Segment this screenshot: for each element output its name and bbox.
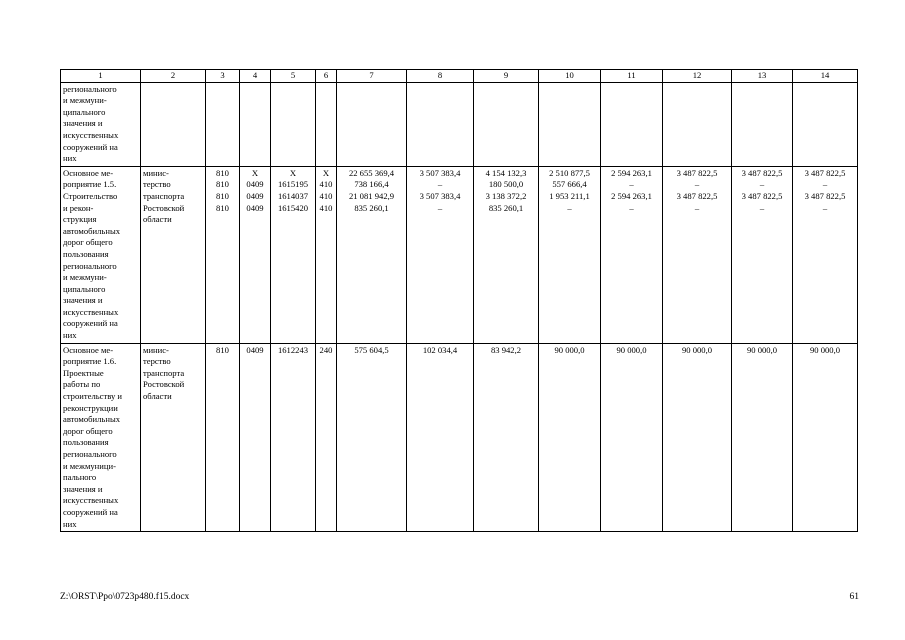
table-cell: [206, 82, 240, 166]
table-cell: [474, 343, 539, 532]
cell-line: –: [629, 179, 634, 190]
cell-line: искусственных: [63, 306, 119, 317]
cell-line: 240: [319, 344, 333, 355]
cell-line: 3 487 822,5: [741, 167, 783, 178]
cell-line: 0409: [246, 202, 264, 213]
cell-line: –: [822, 179, 828, 190]
cell-line: сооружений на: [63, 318, 118, 329]
cell-line: роприятие 1.5.: [63, 179, 117, 190]
table-cell: [271, 82, 316, 166]
column-header: 11: [601, 70, 663, 83]
cell-line: –: [629, 202, 634, 213]
cell-line: 90 000,0: [681, 344, 713, 355]
column-header: 13: [732, 70, 793, 83]
cell-line: пального: [63, 472, 97, 483]
cell-line: Строительство: [63, 190, 118, 201]
table-cell: [240, 166, 271, 343]
cell-line: терство: [143, 179, 171, 190]
cell-line: 3 138 372,2: [485, 190, 527, 201]
cell-line: 1614037: [277, 190, 309, 201]
column-header: 14: [793, 70, 858, 83]
cell-line: регионального: [63, 83, 117, 94]
cell-line: 410: [319, 202, 333, 213]
column-header: 1: [61, 70, 141, 83]
table-cell: [601, 343, 663, 532]
table-cell: [407, 343, 474, 532]
cell-line: 3 487 822,5: [676, 190, 718, 201]
cell-line: автомобильных: [63, 414, 121, 425]
cell-line: –: [822, 202, 828, 213]
cell-line: Х: [251, 167, 259, 178]
column-header: 9: [474, 70, 539, 83]
table-cell: [141, 82, 206, 166]
table-cell: [141, 343, 206, 532]
cell-line: 3 507 383,4: [419, 167, 461, 178]
table-cell: [732, 166, 793, 343]
table-cell: [793, 343, 858, 532]
cell-line: –: [759, 202, 765, 213]
cell-line: 3 487 822,5: [741, 190, 783, 201]
cell-line: значения и: [63, 295, 103, 306]
table-cell: [61, 343, 141, 532]
cell-line: 810: [216, 344, 229, 355]
table-cell: [316, 82, 337, 166]
table-cell: [61, 82, 141, 166]
cell-line: 738 166,4: [354, 179, 389, 190]
table-cell: [663, 343, 732, 532]
table-cell: [732, 82, 793, 166]
cell-line: 0409: [246, 179, 264, 190]
cell-line: 810: [216, 202, 229, 213]
cell-line: строительству и: [63, 391, 123, 402]
cell-line: роприятие 1.6.: [63, 356, 117, 367]
cell-line: них: [63, 330, 77, 341]
cell-line: 1612243: [277, 344, 309, 355]
column-header: 7: [337, 70, 407, 83]
table-cell: [539, 343, 601, 532]
table-cell: [793, 82, 858, 166]
cell-line: 557 666,4: [552, 179, 587, 190]
cell-line: 0409: [246, 190, 264, 201]
column-header: 6: [316, 70, 337, 83]
cell-line: дорог общего: [63, 425, 113, 436]
cell-line: регионального: [63, 449, 117, 459]
table-cell: [271, 166, 316, 343]
cell-line: 2 510 877,5: [549, 167, 590, 178]
cell-line: Основное ме-: [63, 344, 114, 355]
table-cell: [240, 343, 271, 532]
cell-line: 1615420: [277, 202, 309, 213]
cell-line: работы по: [63, 379, 101, 390]
cell-line: транспорта: [143, 190, 185, 201]
cell-line: 2 594 263,1: [611, 190, 652, 201]
cell-line: ципального: [63, 283, 106, 294]
column-header: 4: [240, 70, 271, 83]
table-cell: [474, 166, 539, 343]
table-cell: [539, 166, 601, 343]
cell-line: пользования: [63, 437, 109, 448]
table-row: [61, 82, 858, 166]
table-cell: [663, 82, 732, 166]
table-cell: [539, 82, 601, 166]
table-cell: [240, 82, 271, 166]
cell-line: Проектные: [63, 367, 104, 378]
column-header: 8: [407, 70, 474, 83]
table-cell: [337, 82, 407, 166]
cell-line: 83 942,2: [490, 344, 522, 355]
cell-line: 90 000,0: [616, 344, 647, 355]
cell-line: 3 487 822,5: [804, 190, 846, 201]
cell-line: 835 260,1: [354, 202, 389, 213]
cell-line: и межмуници-: [63, 460, 116, 471]
cell-line: и межмуни-: [63, 95, 107, 106]
cell-line: сооружений на: [63, 506, 118, 517]
cell-line: 90 000,0: [746, 344, 778, 355]
cell-line: них: [63, 153, 77, 164]
cell-line: дорог общего: [63, 237, 113, 248]
cell-line: Х: [322, 167, 330, 178]
cell-line: Ростовской: [143, 202, 185, 213]
cell-line: 102 034,4: [422, 344, 458, 355]
cell-line: 810: [216, 167, 229, 178]
cell-line: –: [437, 202, 443, 213]
cell-line: 3 507 383,4: [419, 190, 461, 201]
cell-line: автомобильных: [63, 225, 121, 236]
cell-line: и межмуни-: [63, 272, 107, 283]
cell-line: них: [63, 518, 77, 529]
cell-line: 22 655 369,4: [348, 167, 395, 178]
cell-line: 810: [216, 190, 229, 201]
cell-line: –: [759, 179, 765, 190]
table-cell: [271, 343, 316, 532]
table-cell: [206, 343, 240, 532]
table-cell: [316, 343, 337, 532]
cell-line: 3 487 822,5: [676, 167, 718, 178]
cell-line: 3 487 822,5: [804, 167, 846, 178]
table-cell: [337, 166, 407, 343]
cell-line: 1 953 211,1: [549, 190, 590, 201]
cell-line: –: [567, 202, 572, 213]
cell-line: 1615195: [277, 179, 309, 190]
column-header: 2: [141, 70, 206, 83]
table-cell: [407, 82, 474, 166]
table-cell: [407, 166, 474, 343]
cell-line: 835 260,1: [488, 202, 524, 213]
column-header: 3: [206, 70, 240, 83]
cell-line: Ростовской: [143, 379, 185, 390]
cell-line: –: [694, 179, 700, 190]
cell-line: 810: [216, 179, 229, 190]
table-cell: [474, 82, 539, 166]
cell-line: Основное ме-: [63, 167, 114, 178]
table-body: [61, 82, 858, 532]
table-cell: [206, 166, 240, 343]
table-cell: [732, 343, 793, 532]
cell-line: Х: [289, 167, 297, 178]
cell-line: искусственных: [63, 129, 119, 140]
cell-line: –: [694, 202, 700, 213]
table-row: [61, 343, 858, 532]
cell-line: минис-: [143, 167, 169, 178]
table-cell: [61, 166, 141, 343]
cell-line: 575 604,5: [354, 344, 389, 355]
cell-line: и рекон-: [63, 202, 94, 213]
cell-line: значения и: [63, 118, 103, 129]
column-header: 10: [539, 70, 601, 83]
cell-line: 0409: [246, 344, 264, 355]
cell-line: ципального: [63, 106, 106, 117]
file-path: Z:\ORST\Ppo\0723p480.f15.docx: [60, 592, 190, 602]
page-number: 61: [849, 592, 859, 602]
cell-line: искусственных: [63, 495, 119, 506]
cell-line: области: [143, 391, 172, 402]
table-cell: [601, 82, 663, 166]
table-cell: [663, 166, 732, 343]
cell-line: 180 500,0: [488, 179, 524, 190]
cell-line: терство: [143, 356, 171, 367]
cell-line: реконструкции: [63, 402, 118, 413]
table-cell: [601, 166, 663, 343]
cell-line: пользования: [63, 248, 109, 259]
cell-line: струкция: [63, 214, 97, 225]
cell-line: транспорта: [143, 367, 185, 378]
cell-line: сооружений на: [63, 141, 118, 152]
cell-line: –: [437, 179, 443, 190]
cell-line: 21 081 942,9: [348, 190, 395, 201]
header-row: [61, 70, 858, 83]
table-cell: [337, 343, 407, 532]
cell-line: 2 594 263,1: [611, 167, 652, 178]
cell-line: значения и: [63, 483, 103, 494]
table-cell: [793, 166, 858, 343]
cell-line: регионального: [63, 260, 117, 271]
cell-line: 410: [319, 179, 333, 190]
cell-line: минис-: [143, 344, 169, 355]
cell-line: области: [143, 214, 172, 225]
column-header: 5: [271, 70, 316, 83]
budget-table: [60, 69, 858, 532]
cell-line: 4 154 132,3: [485, 167, 527, 178]
cell-line: 90 000,0: [809, 344, 841, 355]
table-cell: [141, 166, 206, 343]
cell-line: 90 000,0: [554, 344, 585, 355]
cell-line: 410: [319, 190, 333, 201]
table-cell: [316, 166, 337, 343]
table-row: [61, 166, 858, 343]
column-header: 12: [663, 70, 732, 83]
